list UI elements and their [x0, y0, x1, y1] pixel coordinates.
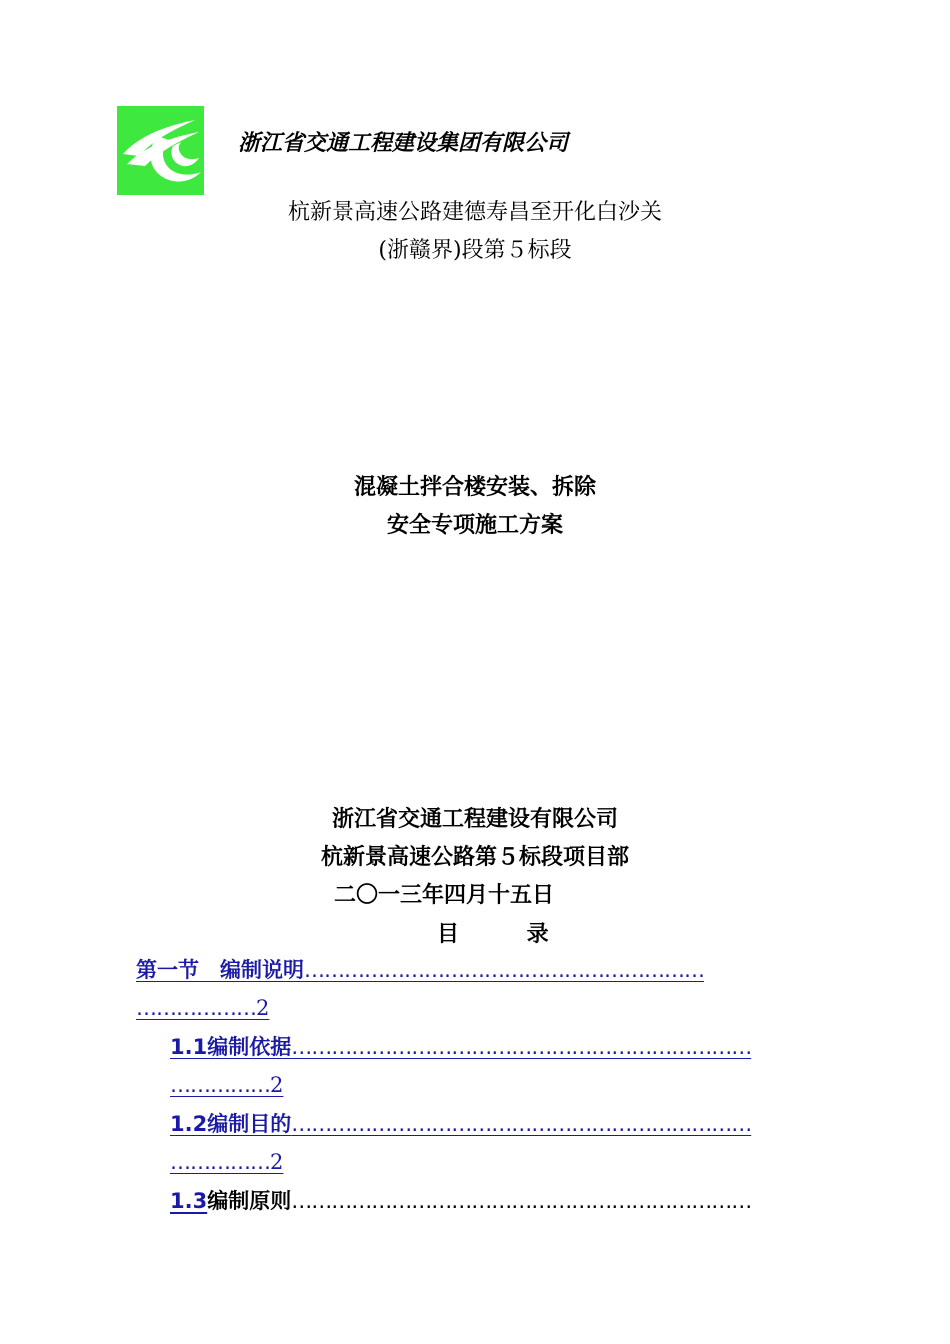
toc-page-number: 2: [270, 1073, 284, 1097]
toc-entry-label: 编制原则: [207, 1189, 292, 1213]
issue-date: 二〇一三年四月十五日: [334, 883, 555, 908]
company-name: 浙江省交通工程建设集团有限公司: [238, 131, 569, 156]
toc-page-number: 2: [270, 1150, 284, 1174]
toc-entry-1-1-cont[interactable]: [170, 1070, 330, 1100]
toc-entry-number[interactable]: 1.3: [170, 1189, 208, 1213]
toc-leader-dots: ……………………………………………………………: [291, 1035, 752, 1059]
toc-entry-1-2-cont[interactable]: [170, 1147, 330, 1177]
toc-entry-1-1[interactable]: [170, 1032, 816, 1062]
toc-entry-section1[interactable]: [136, 955, 816, 985]
toc-entry-1-3[interactable]: [170, 1186, 816, 1216]
toc-leader-dots: ……………: [170, 1150, 270, 1174]
document-title-line1: 混凝土拌合楼安装、拆除: [353, 475, 596, 500]
toc-entry-label: 1.2编制目的: [170, 1112, 292, 1136]
toc-leader-dots: ……………………………………………………………: [291, 1112, 752, 1136]
toc-entry-section1-cont[interactable]: [136, 993, 336, 1023]
company-logo: [117, 106, 204, 195]
toc-page-number: 2: [256, 996, 270, 1020]
toc-leader-dots: ………………: [136, 996, 256, 1020]
toc-heading: 目 录: [437, 922, 579, 947]
toc-entry-label: 1.1编制依据: [170, 1035, 292, 1059]
toc-entry-label: 第一节 编制说明: [136, 958, 304, 982]
issuer-department: 杭新景高速公路第５标段项目部: [320, 845, 629, 870]
project-name-line1: 杭新景高速公路建德寿昌至开化白沙关: [287, 200, 662, 225]
document-title-line2: 安全专项施工方案: [386, 513, 563, 538]
toc-leader-dots: ……………………………………………………………: [291, 1189, 752, 1213]
toc-entry-1-2[interactable]: [170, 1109, 816, 1139]
project-name-line2: (浙赣界)段第５标段: [378, 238, 572, 263]
company-logo-icon: [117, 106, 204, 195]
toc-leader-dots: ……………: [170, 1073, 270, 1097]
toc-leader-dots: ……………………………………………………: [304, 958, 704, 982]
issuer-company: 浙江省交通工程建设有限公司: [331, 807, 618, 832]
